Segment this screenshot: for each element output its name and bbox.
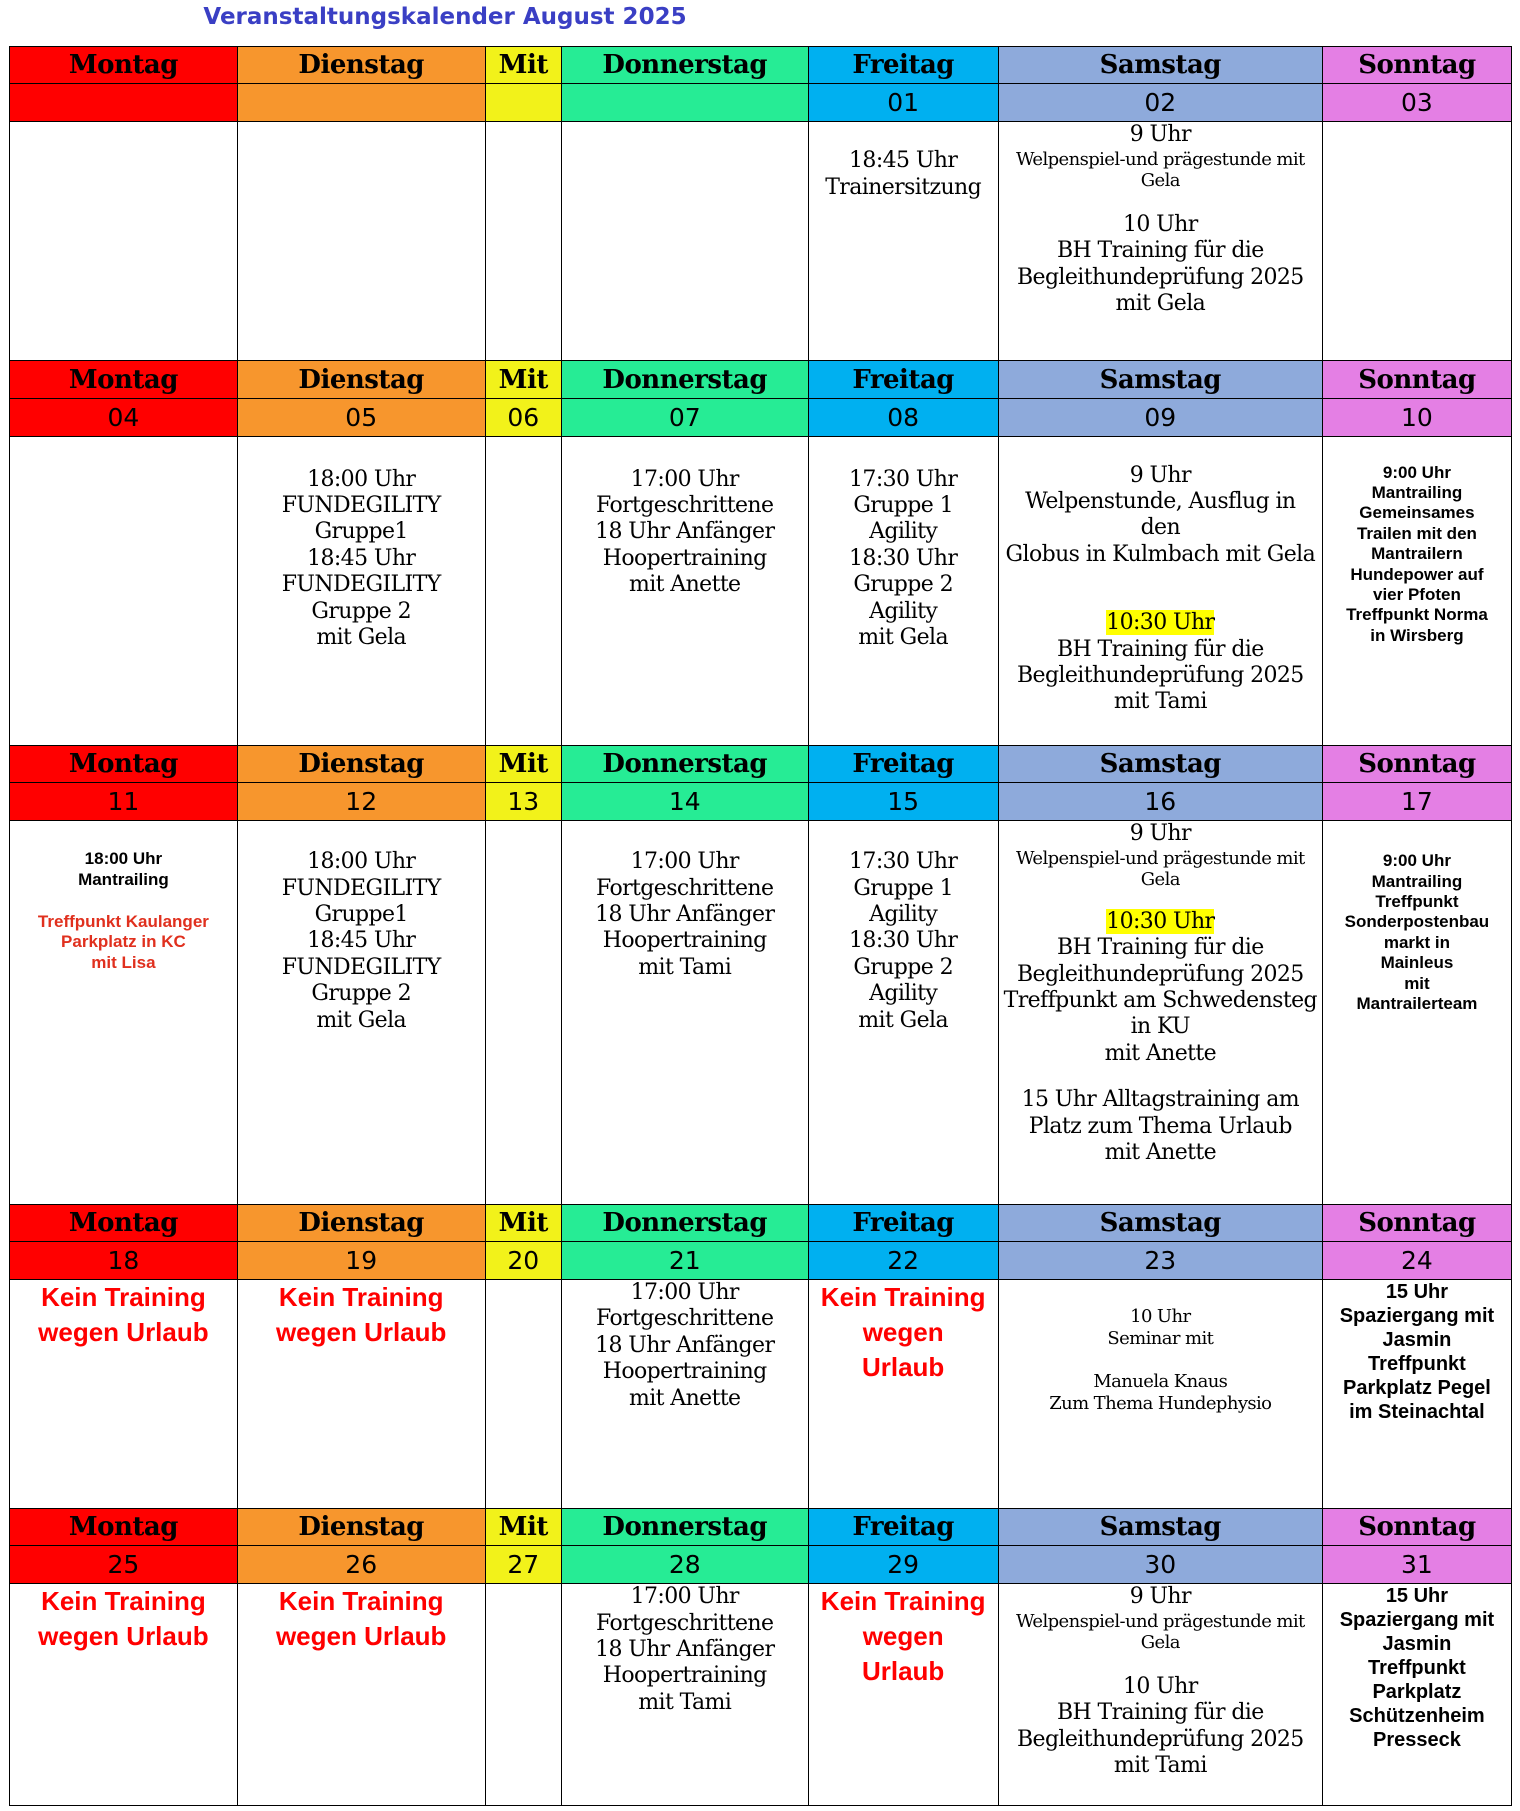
event-text: 18:00 Uhr Mantrailing [78, 849, 169, 889]
no-training-notice: Kein Training wegen Urlaub [38, 1586, 209, 1652]
date-row [10, 1546, 1512, 1584]
event-text: Manuela Knaus Zum Thema Hundephysio [1049, 1371, 1272, 1414]
no-training-notice: Kein Training wegen Urlaub [820, 1282, 986, 1383]
event-cell-empty [485, 122, 561, 361]
date-cell: 09 [998, 398, 1322, 436]
event-time [1003, 610, 1318, 636]
event-text: 17:00 Uhr Fortgeschrittene 18 Uhr Anfänger Hoopertraining mit Anette [595, 466, 775, 598]
event-text: 17:00 Uhr Fortgeschrittene 18 Uhr Anfänger Hoopertraining mit Anette [595, 1280, 775, 1411]
weekday-tuesday: Dienstag [237, 746, 485, 783]
weekday-sunday: Sonntag [1322, 361, 1511, 398]
event-time: 9 Uhr [1129, 1584, 1191, 1610]
weekday-monday: Montag [10, 1508, 238, 1545]
date-cell: 12 [237, 783, 485, 821]
event-text: Welpenstunde, Ausflug in den Globus in Kulmbach mit Gela [1005, 489, 1316, 567]
event-cell [808, 821, 998, 1205]
date-cell: 11 [10, 783, 238, 821]
event-cell-empty [1322, 122, 1511, 361]
weekday-header-row [10, 1204, 1512, 1241]
date-cell: 30 [998, 1546, 1322, 1584]
weekday-wednesday: Mit [485, 1204, 561, 1241]
date-cell [485, 84, 561, 122]
event-text: 17:00 Uhr Fortgeschrittene 18 Uhr Anfänger Hoopertraining mit Tami [595, 849, 775, 980]
weekday-thursday: Donnerstag [561, 1204, 808, 1241]
weekday-monday: Montag [10, 361, 238, 398]
event-cell-empty [485, 436, 561, 745]
weekday-friday: Freitag [808, 47, 998, 84]
event-text: 17:30 Uhr Gruppe 1 Agility 18:30 Uhr Gruppe 2 Agility mit Gela [849, 849, 958, 1033]
event-text: 10 Uhr Seminar mit [1107, 1306, 1214, 1349]
event-cell [10, 821, 238, 1205]
event-text: 15 Uhr Spaziergang mit Jasmin Treffpunkt Parkplatz Schützenheim Presseck [1339, 1585, 1495, 1752]
highlighted-time: 10:30 Uhr [1106, 908, 1215, 934]
event-cell [561, 1584, 808, 1806]
date-cell [10, 84, 238, 122]
weekday-header-row [10, 746, 1512, 783]
weekday-tuesday: Dienstag [237, 47, 485, 84]
weekday-saturday: Samstag [998, 746, 1322, 783]
event-time: 9 Uhr [1129, 462, 1191, 488]
no-training-notice: Kein Training wegen Urlaub [38, 1282, 209, 1348]
date-cell: 14 [561, 783, 808, 821]
weekday-wednesday: Mit [485, 47, 561, 84]
event-text: 18:00 Uhr FUNDEGILITY Gruppe1 18:45 Uhr FUNDEGILITY Gruppe 2 mit Gela [281, 849, 441, 1033]
event-cell [561, 1280, 808, 1509]
date-cell: 29 [808, 1546, 998, 1584]
event-time [1003, 909, 1318, 935]
event-text: 9:00 Uhr Mantrailing Gemeinsames Trailen mit den Mantrailern Hundepower auf vier Pfoten Treffpunkt Norma in Wirsberg [1346, 462, 1488, 645]
event-cell [808, 1584, 998, 1806]
event-cell-empty [10, 122, 238, 361]
event-cell [10, 1584, 238, 1806]
no-training-notice: Kein Training wegen Urlaub [275, 1282, 447, 1348]
event-row [10, 1280, 1512, 1509]
event-text: BH Training für die Begleithundeprüfung 2025 mit Tami [1016, 1700, 1304, 1778]
event-cell [561, 821, 808, 1205]
event-cell [1322, 1280, 1511, 1509]
event-cell [10, 1280, 238, 1509]
event-text: 17:30 Uhr Gruppe 1 Agility 18:30 Uhr Gruppe 2 Agility mit Gela [849, 466, 958, 651]
event-text: Welpenspiel-und prägestunde mit Gela [1015, 148, 1305, 192]
event-text: 15 Uhr Spaziergang mit Jasmin Treffpunkt Parkplatz Pegel im Steinachtal [1339, 1281, 1495, 1424]
event-time: 9 Uhr [1129, 821, 1191, 847]
weekday-wednesday: Mit [485, 746, 561, 783]
weekday-friday: Freitag [808, 746, 998, 783]
event-row [10, 821, 1512, 1205]
event-cell-empty [561, 122, 808, 361]
date-cell: 22 [808, 1241, 998, 1279]
date-cell: 01 [808, 84, 998, 122]
weekday-monday: Montag [10, 1204, 238, 1241]
event-cell [1322, 436, 1511, 745]
event-cell [237, 821, 485, 1205]
weekday-sunday: Sonntag [1322, 1508, 1511, 1545]
weekday-thursday: Donnerstag [561, 47, 808, 84]
weekday-header-row [10, 47, 1512, 84]
event-text: 18:45 Uhr Trainersitzung [825, 148, 982, 200]
event-text: 9:00 Uhr Mantrailing Treffpunkt Sonderpostenbau markt in Mainleus mit Mantrailerteam [1344, 851, 1490, 1013]
weekday-tuesday: Dienstag [237, 1204, 485, 1241]
date-cell: 31 [1322, 1546, 1511, 1584]
date-cell: 28 [561, 1546, 808, 1584]
event-cell [998, 821, 1322, 1205]
event-cell [998, 122, 1322, 361]
event-cell [998, 1280, 1322, 1509]
date-cell: 23 [998, 1241, 1322, 1279]
date-cell: 19 [237, 1241, 485, 1279]
event-cell-empty [237, 122, 485, 361]
no-training-notice: Kein Training wegen Urlaub [820, 1586, 986, 1687]
date-cell: 24 [1322, 1241, 1511, 1279]
date-cell: 18 [10, 1241, 238, 1279]
event-text: BH Training für die Begleithundeprüfung 2025 mit Tami [1016, 636, 1304, 715]
weekday-saturday: Samstag [998, 1204, 1322, 1241]
weekday-wednesday: Mit [485, 1508, 561, 1545]
weekday-friday: Freitag [808, 1204, 998, 1241]
weekday-monday: Montag [10, 746, 238, 783]
date-cell: 13 [485, 783, 561, 821]
date-cell: 02 [998, 84, 1322, 122]
date-cell: 05 [237, 398, 485, 436]
event-cell-empty [485, 1584, 561, 1806]
event-row [10, 1584, 1512, 1806]
event-cell-empty [10, 436, 238, 745]
date-cell: 17 [1322, 783, 1511, 821]
weekday-wednesday: Mit [485, 361, 561, 398]
event-cell [237, 1584, 485, 1806]
date-cell: 27 [485, 1546, 561, 1584]
date-cell: 25 [10, 1546, 238, 1584]
weekday-saturday: Samstag [998, 47, 1322, 84]
event-text: 17:00 Uhr Fortgeschrittene 18 Uhr Anfänger Hoopertraining mit Tami [595, 1584, 775, 1715]
date-cell: 20 [485, 1241, 561, 1279]
weekday-sunday: Sonntag [1322, 746, 1511, 783]
event-time: 9 Uhr [1129, 122, 1191, 148]
date-cell: 07 [561, 398, 808, 436]
weekday-sunday: Sonntag [1322, 1204, 1511, 1241]
date-cell: 21 [561, 1241, 808, 1279]
calendar-title: Veranstaltungskalender August 2025 [203, 4, 687, 30]
event-cell [1322, 1584, 1511, 1806]
date-row [10, 1241, 1512, 1279]
event-text: 15 Uhr Alltagstraining am Platz zum Thema Urlaub mit Anette [1021, 1087, 1300, 1165]
event-cell-empty [485, 821, 561, 1205]
weekday-saturday: Samstag [998, 1508, 1322, 1545]
weekday-header-row [10, 361, 1512, 398]
event-time: 10 Uhr [1123, 211, 1198, 237]
date-cell: 06 [485, 398, 561, 436]
event-cell [1322, 821, 1511, 1205]
highlighted-time: 10:30 Uhr [1106, 610, 1215, 636]
event-row [10, 122, 1512, 361]
event-cell [237, 1280, 485, 1509]
date-cell: 15 [808, 783, 998, 821]
event-cell [808, 122, 998, 361]
weekday-thursday: Donnerstag [561, 361, 808, 398]
event-cell [561, 436, 808, 745]
weekday-monday: Montag [10, 47, 238, 84]
event-text: Welpenspiel-und prägestunde mit Gela [1015, 1610, 1305, 1654]
weekday-tuesday: Dienstag [237, 361, 485, 398]
event-cell [998, 436, 1322, 745]
date-cell: 03 [1322, 84, 1511, 122]
event-cell [808, 1280, 998, 1509]
event-cell [237, 436, 485, 745]
event-cell [998, 1584, 1322, 1806]
event-text-red: Treffpunkt Kaulanger Parkplatz in KC mit Lisa [37, 912, 209, 972]
date-cell [237, 84, 485, 122]
weekday-sunday: Sonntag [1322, 47, 1511, 84]
date-cell: 16 [998, 783, 1322, 821]
date-cell: 04 [10, 398, 238, 436]
event-row [10, 436, 1512, 745]
weekday-friday: Freitag [808, 1508, 998, 1545]
date-cell: 08 [808, 398, 998, 436]
date-row [10, 783, 1512, 821]
event-text: 18:00 Uhr FUNDEGILITY Gruppe1 18:45 Uhr FUNDEGILITY Gruppe 2 mit Gela [281, 466, 441, 651]
date-cell: 26 [237, 1546, 485, 1584]
calendar-table [9, 46, 1512, 1806]
date-row [10, 398, 1512, 436]
weekday-thursday: Donnerstag [561, 746, 808, 783]
date-cell: 10 [1322, 398, 1511, 436]
weekday-header-row [10, 1508, 1512, 1545]
event-text: BH Training für die Begleithundeprüfung 2025 mit Gela [1016, 238, 1304, 316]
event-text: BH Training für die Begleithundeprüfung 2025 Treffpunkt am Schwedensteg in KU mit Anette [1003, 935, 1317, 1066]
weekday-friday: Freitag [808, 361, 998, 398]
no-training-notice: Kein Training wegen Urlaub [275, 1586, 447, 1652]
date-cell [561, 84, 808, 122]
weekday-tuesday: Dienstag [237, 1508, 485, 1545]
event-time: 10 Uhr [1123, 1673, 1198, 1699]
event-cell-empty [485, 1280, 561, 1509]
date-row [10, 84, 1512, 122]
weekday-thursday: Donnerstag [561, 1508, 808, 1545]
weekday-saturday: Samstag [998, 361, 1322, 398]
event-text: Welpenspiel-und prägestunde mit Gela [1015, 847, 1305, 891]
event-cell [808, 436, 998, 745]
